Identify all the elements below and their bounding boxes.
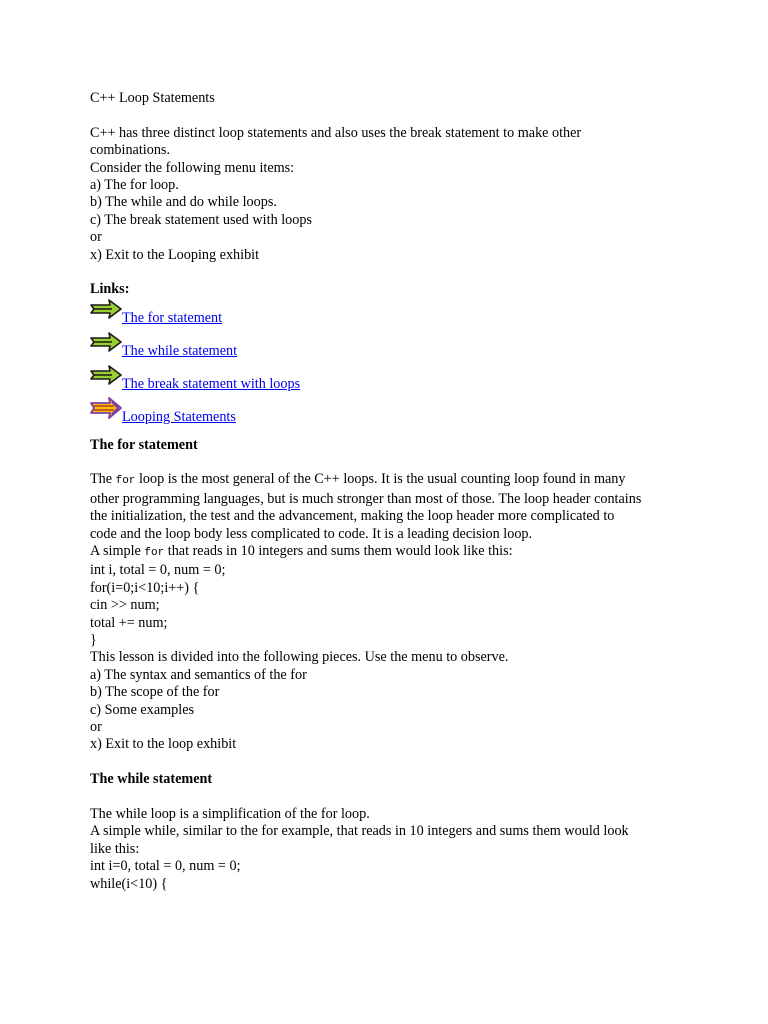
- link-for-statement[interactable]: The for statement: [122, 309, 223, 326]
- link-while-statement[interactable]: The while statement: [122, 343, 238, 360]
- while-paragraph-line: The while loop is a simplification of the for loop.: [90, 806, 370, 823]
- multicolor-arrow-icon: [90, 397, 122, 421]
- link-row: [90, 302, 690, 335]
- while-section: [90, 806, 690, 893]
- for-paragraph-line: other programming languages, but is much stronger than most of those. The loop header contains: [90, 490, 642, 507]
- link-row: [90, 368, 690, 401]
- document-title: C++ Loop Statements: [90, 90, 215, 106]
- green-arrow-icon: [90, 298, 122, 322]
- code-line: total += num;: [90, 614, 168, 631]
- intro-line: combinations.: [90, 142, 170, 159]
- intro-section: [90, 125, 690, 264]
- lesson-item: b) The scope of the for: [90, 684, 220, 701]
- for-example-intro: A simple for that reads in 10 integers and sums them would look like this:: [90, 543, 513, 560]
- links-heading: Links:: [90, 281, 130, 298]
- for-paragraph-line: The for loop is the most general of the C++ loops. It is the usual counting loop found in many: [90, 471, 626, 488]
- lesson-item: or: [90, 719, 102, 736]
- menu-item: b) The while and do while loops.: [90, 194, 277, 211]
- links-list: [90, 302, 690, 435]
- menu-item: x) Exit to the Looping exhibit: [90, 246, 260, 263]
- lesson-item: c) Some examples: [90, 701, 195, 718]
- code-line: int i, total = 0, num = 0;: [90, 562, 226, 579]
- for-section-heading: The for statement: [90, 436, 198, 453]
- lesson-item: a) The syntax and semantics of the for: [90, 666, 307, 683]
- for-paragraph-line: the initialization, the test and the advancement, making the loop header more complicated to: [90, 508, 615, 525]
- for-section: [90, 471, 690, 754]
- green-arrow-icon: [90, 331, 122, 355]
- while-paragraph-line: like this:: [90, 840, 140, 857]
- code-line: }: [90, 632, 97, 649]
- code-line: cin >> num;: [90, 597, 160, 614]
- document-body: [90, 90, 690, 893]
- link-row: [90, 401, 690, 434]
- link-row: [90, 335, 690, 368]
- link-looping-statements[interactable]: Looping Statements: [122, 409, 236, 426]
- code-keyword: for: [144, 547, 165, 560]
- link-break-statement[interactable]: The break statement with loops: [122, 376, 301, 393]
- lesson-intro: This lesson is divided into the following pieces. Use the menu to observe.: [90, 649, 509, 666]
- while-section-heading: The while statement: [90, 771, 213, 788]
- menu-item: c) The break statement used with loops: [90, 211, 312, 228]
- code-keyword: for: [115, 475, 136, 488]
- menu-intro: Consider the following menu items:: [90, 159, 295, 176]
- menu-item: a) The for loop.: [90, 177, 179, 194]
- menu-item: or: [90, 229, 102, 246]
- while-paragraph-line: A simple while, similar to the for example, that reads in 10 integers and sums them would look: [90, 823, 629, 840]
- for-paragraph-line: code and the loop body less complicated to code. It is a leading decision loop.: [90, 525, 533, 542]
- code-line: for(i=0;i<10;i++) {: [90, 579, 200, 596]
- lesson-item: x) Exit to the loop exhibit: [90, 736, 237, 753]
- green-arrow-icon: [90, 364, 122, 388]
- intro-line: C++ has three distinct loop statements and also uses the break statement to make other: [90, 124, 582, 141]
- code-line: while(i<10) {: [90, 875, 168, 892]
- code-line: int i=0, total = 0, num = 0;: [90, 858, 241, 875]
